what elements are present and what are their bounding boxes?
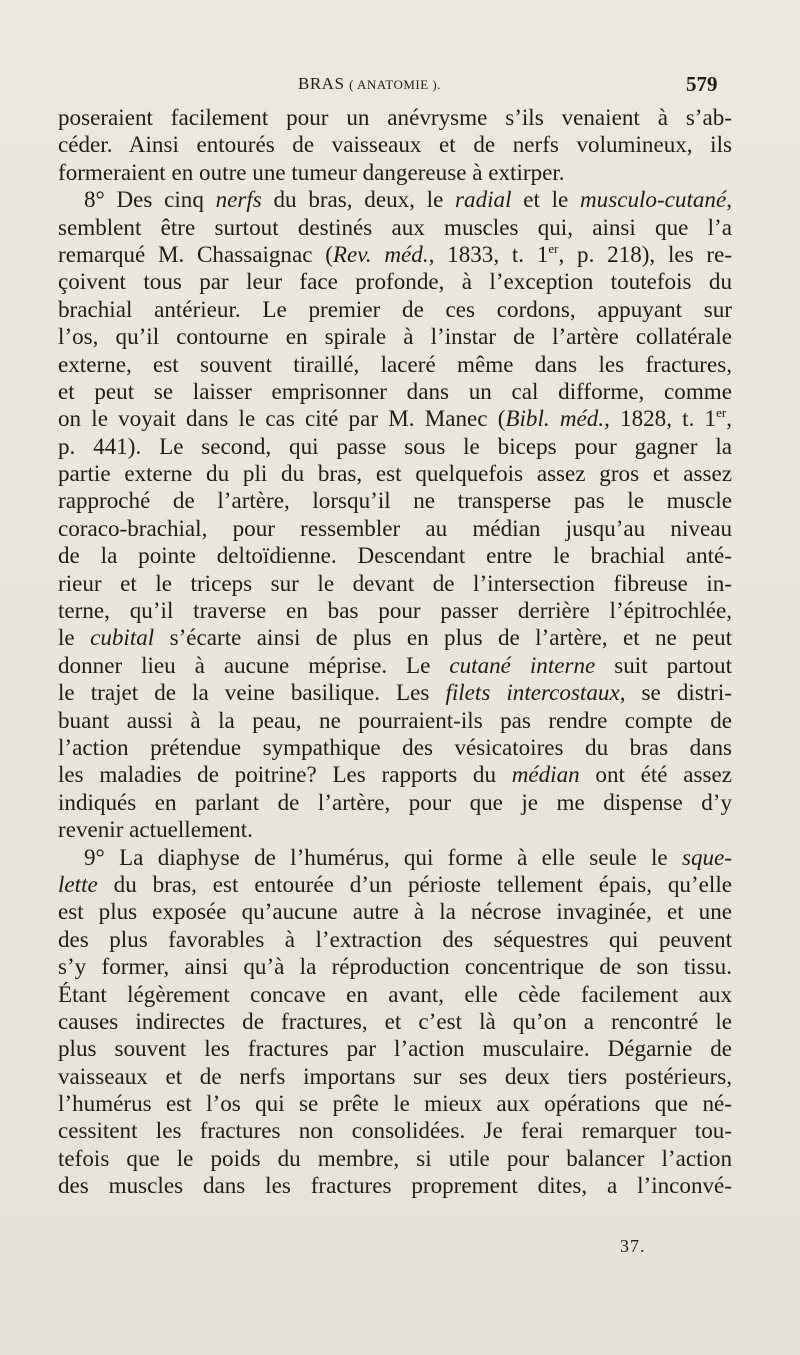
text-line (58, 761, 732, 788)
text-line (58, 926, 732, 953)
text-run: , (726, 405, 732, 432)
text-line (58, 816, 732, 843)
text-line (58, 378, 732, 405)
text-run: tefois que le poids du membre, si utile pour balancer l’action (58, 1144, 732, 1171)
text-line (58, 1063, 732, 1090)
text-run: céder. Ainsi entourés de vaisseaux et de nerfs volumineux, ils (58, 131, 732, 158)
text-run: de la pointe deltoïdienne. Descendant entre le brachial anté- (58, 542, 732, 569)
italic-term: nerfs (215, 186, 262, 213)
text-line (58, 1172, 732, 1199)
text-line (58, 1090, 732, 1117)
text-run: le (58, 624, 91, 651)
italic-term: lette (58, 870, 98, 897)
text-run: s’écarte ainsi de plus en plus de l’artère, et ne peut (154, 624, 732, 651)
italic-term: Bibl. méd. (505, 405, 605, 432)
text-run: on le voyait dans le cas cité par M. Manec ( (58, 405, 506, 432)
text-run: semblent être surtout destinés aux muscles qui, ainsi que l’a (58, 213, 732, 240)
text-run: poseraient facilement pour un anévrysme s’ils venaient à s’ab- (58, 104, 732, 130)
text-line (58, 433, 732, 460)
text-line (58, 515, 732, 542)
running-head-anatomie: ( ANATOMIE ). (349, 77, 442, 92)
text-run: est plus exposée qu’aucune autre à la nécrose invaginée, et une (58, 898, 732, 925)
text-run: des muscles dans les fractures proprement dites, a l’inconvé- (58, 1172, 732, 1199)
text-line (58, 624, 732, 651)
text-line (58, 707, 732, 734)
text-line (58, 871, 732, 898)
text-line (58, 214, 732, 241)
text-line (58, 460, 732, 487)
text-run: vaisseaux et de nerfs importans sur ses deux tiers postérieurs, (58, 1062, 732, 1089)
text-line (58, 570, 732, 597)
text-line (58, 186, 732, 213)
text-run: et peut se laisser emprisonner dans un cal difforme, comme (58, 377, 732, 404)
text-line (58, 597, 732, 624)
text-run: des plus favorables à l’extraction des séquestres qui peuvent (58, 925, 732, 952)
italic-term: Rev. méd. (332, 240, 429, 267)
text-line (58, 1035, 732, 1062)
text-run: coraco-brachial, pour ressembler au médian jusqu’au niveau (58, 514, 732, 541)
text-run: ont été assez (579, 761, 732, 788)
text-run: externe, est souvent tiraillé, laceré même dans les fractures, (58, 350, 732, 377)
italic-term: filets intercostaux (445, 679, 620, 706)
text-line (58, 898, 732, 925)
text-run: , 1828, t. 1 (604, 405, 717, 432)
text-line (58, 542, 732, 569)
text-line (58, 1117, 732, 1144)
running-head-title (298, 74, 441, 94)
text-run: 8° Des cinq (84, 186, 216, 213)
italic-term: cubital (90, 624, 155, 651)
text-run: çoivent tous par leur face profonde, à l’exception toutefois du (58, 268, 732, 295)
text-run: du bras, est entourée d’un périoste tellement épais, qu’elle (97, 870, 732, 897)
text-run: Étant légèrement concave en avant, elle cède facilement aux (58, 980, 732, 1007)
text-line (58, 104, 732, 131)
text-run: , 1833, t. 1 (428, 240, 549, 267)
text-line (58, 679, 732, 706)
text-line (58, 844, 732, 871)
running-head-bras: BRAS (298, 74, 345, 93)
page-number: 579 (686, 72, 718, 96)
text-run: terne, qu’il traverse en bas pour passer derrière l’épitrochlée, (58, 597, 732, 624)
text-run: buant aussi à la peau, ne pourraient-ils pas rendre compte de (58, 706, 732, 733)
italic-term: radial (455, 186, 512, 213)
text-run: cessitent les fractures non consolidées. Je ferai remarquer tou- (58, 1117, 732, 1144)
text-run: , (726, 186, 733, 213)
italic-term: cutané interne (449, 651, 596, 678)
text-line (58, 159, 732, 186)
italic-term: médian (511, 761, 580, 788)
text-run: l’action prétendue sympathique des vésicatoires du bras dans (58, 733, 732, 760)
body-text (58, 104, 732, 1200)
text-line (58, 1145, 732, 1172)
text-run: s’y former, ainsi qu’à la réproduction concentrique de son tissu. (58, 953, 732, 980)
text-line (58, 405, 732, 432)
text-run: revenir actuellement. (58, 816, 253, 843)
text-run: rieur et le triceps sur le devant de l’intersection fibreuse in- (58, 569, 732, 596)
text-run: l’os, qu’il contourne en spirale à l’instar de l’artère collatérale (58, 323, 732, 350)
text-line (58, 652, 732, 679)
text-line (58, 789, 732, 816)
text-line (58, 268, 732, 295)
italic-term: sque- (681, 843, 732, 870)
text-run: du bras, deux, le (261, 186, 456, 213)
text-run: suit partout (595, 651, 733, 678)
text-run: 9° La diaphyse de l’humérus, qui forme à elle seule le (84, 843, 682, 870)
running-head (0, 72, 800, 102)
text-run: et le (511, 186, 580, 213)
text-run: les maladies de poitrine? Les rapports du (58, 761, 512, 788)
superscript: er (548, 240, 559, 256)
text-run: formeraient en outre une tumeur dangereuse à extirper. (58, 158, 565, 185)
text-line (58, 981, 732, 1008)
text-line (58, 241, 732, 268)
text-line (58, 953, 732, 980)
text-run: indiqués en parlant de l’artère, pour que je me dispense d’y (58, 788, 732, 815)
text-run: brachial antérieur. Le premier de ces cordons, appuyant sur (58, 295, 732, 322)
text-line (58, 351, 732, 378)
text-run: causes indirectes de fractures, et c’est là qu’on a rencontré le (58, 1007, 732, 1034)
text-line (58, 487, 732, 514)
superscript: er (716, 405, 727, 421)
italic-term: musculo-cutané (580, 186, 727, 213)
text-run: remarqué M. Chassaignac ( (58, 240, 333, 267)
text-run: donner lieu à aucune méprise. Le (58, 651, 450, 678)
signature-mark: 37. (620, 1236, 646, 1256)
text-run: , se distri- (619, 679, 732, 706)
text-line (58, 323, 732, 350)
text-line (58, 1008, 732, 1035)
text-line (58, 296, 732, 323)
text-run: p. 441). Le second, qui passe sous le biceps pour gagner la (58, 432, 732, 459)
text-run: , p. 218), les re- (558, 240, 733, 267)
text-run: plus souvent les fractures par l’action musculaire. Dégarnie de (58, 1035, 732, 1062)
text-run: l’humérus est l’os qui se prête le mieux aux opérations que né- (58, 1090, 732, 1117)
text-line (58, 734, 732, 761)
text-line (58, 131, 732, 158)
text-run: le trajet de la veine basilique. Les (58, 679, 446, 706)
text-run: rapproché de l’artère, lorsqu’il ne transperse pas le muscle (58, 487, 732, 514)
text-run: partie externe du pli du bras, est quelquefois assez gros et assez (58, 460, 732, 487)
